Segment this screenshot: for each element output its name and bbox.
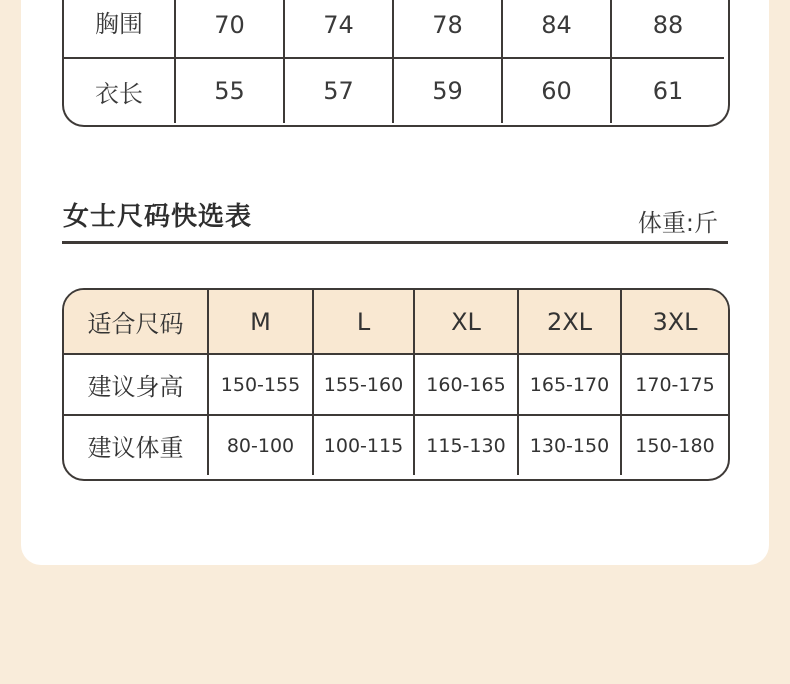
row-label: 衣长 — [64, 59, 176, 123]
table-cell: 78 — [394, 0, 503, 59]
size-header: M — [209, 290, 314, 355]
row-label: 胸围 — [64, 0, 176, 59]
table-cell: 59 — [394, 59, 503, 123]
table-cell: 150-155 — [209, 355, 314, 416]
table-cell: 130-150 — [519, 416, 622, 475]
section-title: 女士尺码快选表 — [63, 202, 253, 232]
table-cell: 115-130 — [415, 416, 519, 475]
divider — [62, 241, 728, 244]
table-cell: 57 — [285, 59, 394, 123]
table-cell: 155-160 — [314, 355, 415, 416]
table-row — [64, 59, 728, 123]
size-table — [62, 288, 730, 481]
table-cell: 60 — [503, 59, 612, 123]
row-label: 建议身高 — [64, 355, 209, 416]
size-header: L — [314, 290, 415, 355]
table-cell: 80-100 — [209, 416, 314, 475]
table-cell: 165-170 — [519, 355, 622, 416]
size-header: 2XL — [519, 290, 622, 355]
table-row — [64, 0, 728, 59]
table-row — [64, 355, 728, 416]
row-label: 建议体重 — [64, 416, 209, 475]
table-cell: 100-115 — [314, 416, 415, 475]
table-cell: 70 — [176, 0, 285, 59]
table-cell: 88 — [612, 0, 724, 59]
table-cell: 160-165 — [415, 355, 519, 416]
table-cell: 74 — [285, 0, 394, 59]
unit-label: 体重:斤 — [637, 209, 718, 237]
size-header: 3XL — [622, 290, 728, 355]
size-header: XL — [415, 290, 519, 355]
table-cell: 150-180 — [635, 434, 715, 457]
table-cell: 55 — [176, 59, 285, 123]
table-cell: 84 — [503, 0, 612, 59]
table-row — [64, 416, 728, 475]
table-cell: 61 — [652, 77, 684, 105]
header-label: 适合尺码 — [64, 290, 209, 355]
table-cell: 170-175 — [622, 355, 728, 416]
measurement-table — [62, 0, 730, 127]
table-header-row — [64, 290, 728, 355]
